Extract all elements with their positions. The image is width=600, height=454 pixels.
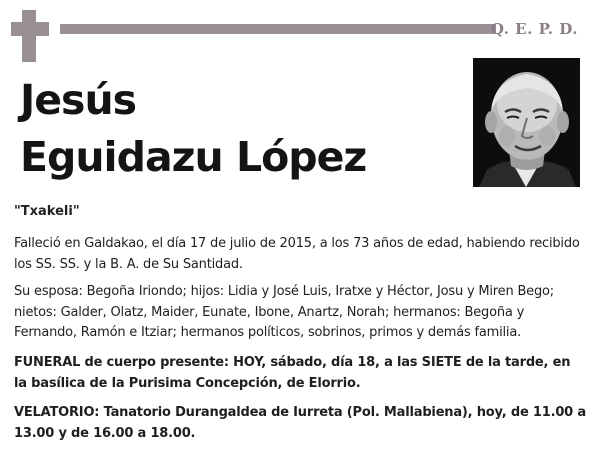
deceased-first-name: Jesús: [20, 76, 137, 124]
cross-horizontal-bar: [11, 22, 49, 36]
header-rule: [60, 24, 496, 34]
family-paragraph: Su esposa: Begoña Iriondo; hijos: Lidia y José Luis, Iratxe y Héctor, Josu y Miren Bego; nietos: Galder, Olatz, Maider, Eunate, Ibone, Anartz, Norah; hermanos: Begoña y Fernando, Ramón e Itziar; hermanos políticos, sobrinos, primos y demás familia.: [14, 284, 554, 340]
portrait-photo: [473, 58, 580, 187]
portrait-image: [473, 58, 580, 187]
deceased-surnames: Eguidazu López: [20, 133, 367, 181]
nickname: "Txakeli": [14, 204, 80, 219]
cross-vertical-bar: [22, 10, 36, 62]
deceased-name: [20, 72, 366, 186]
wake-paragraph: VELATORIO: Tanatorio Durangaldea de Iurreta (Pol. Mallabiena), hoy, de 11.00 a 13.00 y de 16.00 a 18.00.: [14, 405, 586, 441]
death-paragraph: Falleció en Galdakao, el día 17 de julio de 2015, a los 73 años de edad, habiendo recibido los SS. SS. y la B. A. de Su Santidad.: [14, 236, 580, 272]
funeral-paragraph: FUNERAL de cuerpo presente: HOY, sábado, día 18, a las SIETE de la tarde, en la basílica de la Purisima Concepción, de Elorrio.: [14, 355, 571, 391]
qepd-label: Q. E. P. D.: [490, 20, 578, 38]
